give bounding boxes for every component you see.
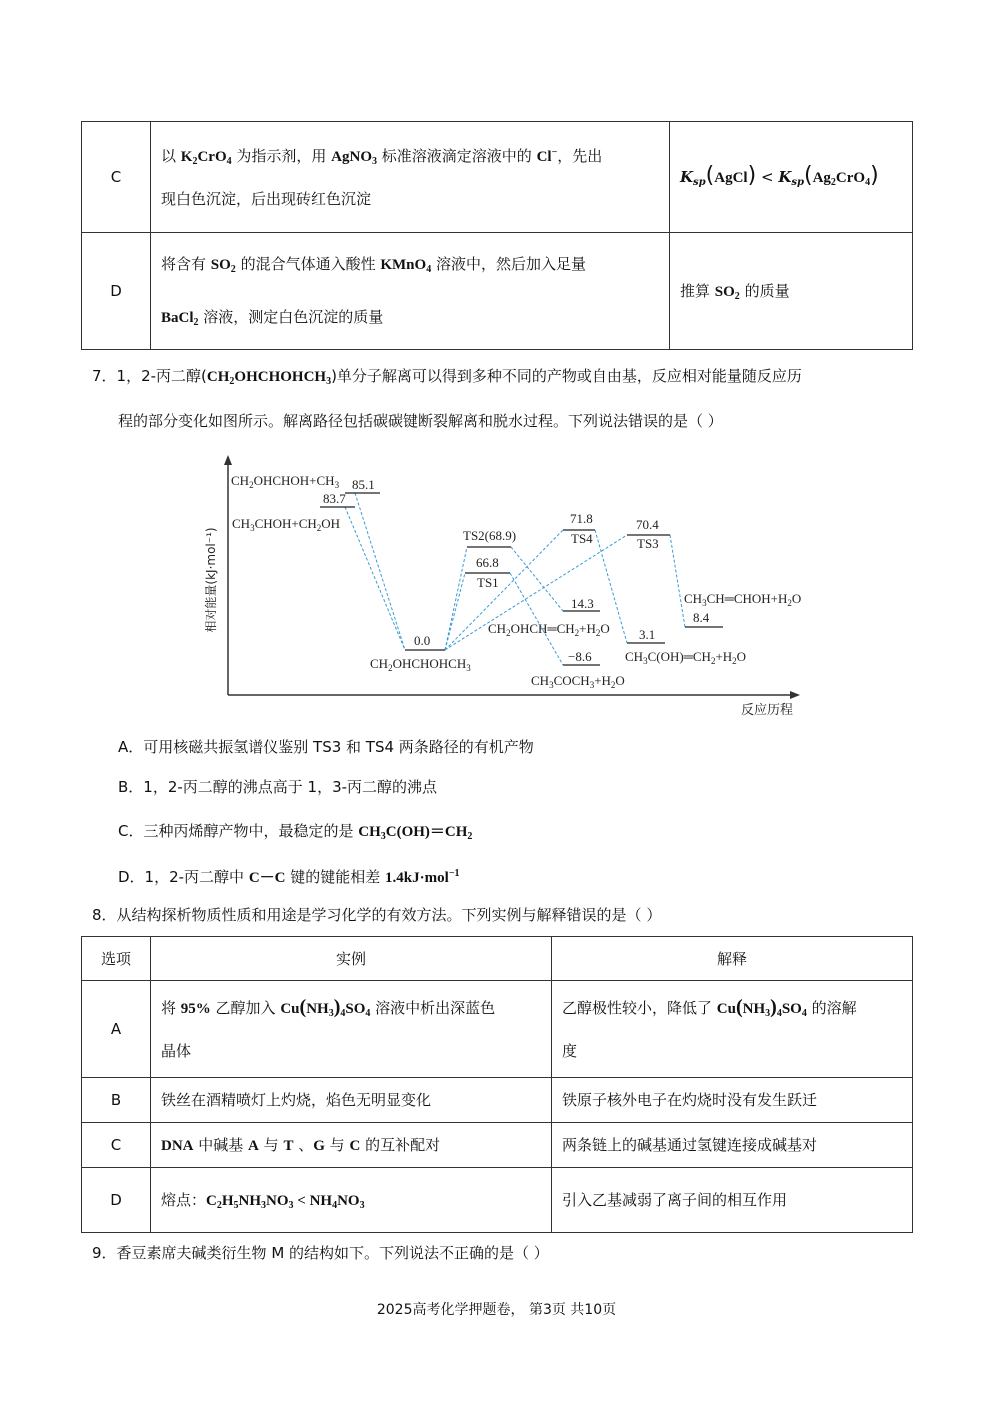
value-71.8: 71.8 [570,511,593,526]
q7-option-b: B．1，2-丙二醇的沸点高于 1，3-丙二醇的沸点 [118,778,438,796]
label-ts1: TS1 [477,575,499,590]
value-83.7: 83.7 [323,491,346,506]
label-reactant: $CH_2OHCHOHCH_3$ [370,656,471,673]
label-14.3: $CH_2OHCH═CH_2+H_2O$ [488,621,610,638]
explanation-cell: 铁原子核外电子在灼烧时没有发生跃迁 [552,1078,913,1123]
procedure-cell: 以 $K_2CrO_4$ 为指示剂，用 AgNO$_3$ 标准溶液滴定溶液中的 Cl−，先出 现白色沉淀，后出现砖红色沉淀 [151,122,670,233]
q7-option-d: D．1，2-丙二醇中 C－C 键的键能相差 1.4kJ·mol$^{-1}$ [118,868,460,886]
header-explanation: 解释 [552,937,913,981]
table-row [82,981,913,1078]
value-8.4: 8.4 [693,610,710,625]
option-cell: D [82,1168,151,1233]
x-axis-label: 反应历程 [740,703,794,718]
label-83.7: $CH_3CHOH+CH_2OH$ [232,516,341,533]
explanation-cell: 引入乙基减弱了离子间的相互作用 [552,1168,913,1233]
table-row [82,1078,913,1123]
label-3.1: $CH_3C(OH)═CH_2+H_2O$ [625,649,747,666]
value-3.1: 3.1 [639,627,656,642]
table-row [82,233,913,350]
option-cell: A [82,981,151,1078]
procedure-cell: 将含有 $SO_2$ 的混合气体通入酸性 KMnO$_4$ 溶液中，然后加入足量 BaCl$_2$ 溶液，测定白色沉淀的质量 [151,233,670,350]
page-footer: 2025高考化学押题卷， 第3页 共10页 [376,1302,617,1318]
table-row [82,1123,913,1168]
value-0.0: 0.0 [414,633,431,648]
value-66.8: 66.8 [476,555,499,570]
option-cell: C [82,1123,151,1168]
levels [320,493,723,665]
header-example: 实例 [151,937,552,981]
value--8.6: −8.6 [568,649,592,664]
label-ts3: TS3 [637,536,659,551]
label-8.4: $CH_3CH═CHOH+H_2O$ [684,591,802,608]
energy-diagram [195,455,805,723]
y-axis-arrow [224,455,232,465]
q7-stem-line2: 程的部分变化如图所示。解离路径包括碳碳键断裂解离和脱水过程。下列说法错误的是（ ） [118,412,723,430]
q7-option-a: A．可用核磁共振氢谱仪鉴别 TS3 和 TS4 两条路径的有机产物 [118,738,534,756]
example-cell: 铁丝在酒精喷灯上灼烧，焰色无明显变化 [151,1078,552,1123]
example-cell: 熔点：$C_2H_5NH_3NO_3 < NH_4NO_3$ [151,1168,552,1233]
explanation-cell: 两条链上的碱基通过氢键连接成碱基对 [552,1123,913,1168]
connectors [345,493,685,665]
example-cell: DNA 中碱基 A 与 T 、G 与 C 的互补配对 [151,1123,552,1168]
value-14.3: 14.3 [571,596,594,611]
q9-stem: 9．香豆素席夫碱类衍生物 M 的结构如下。下列说法不正确的是（ ） [92,1244,549,1262]
table-header-row [82,937,913,981]
label-85.1: $CH_2OHCHOH+CH_3$ [231,473,340,490]
value-85.1: 85.1 [352,477,375,492]
q8-stem: 8．从结构探析物质性质和用途是学习化学的有效方法。下列实例与解释错误的是（ ） [92,906,662,924]
q7-stem-line1: 7．1，2-丙二醇$(CH_2OHCHOHCH_3)$单分子解离可以得到多种不同的产物或自由基，反应相对能量随反应历 [92,367,802,387]
table-row [82,122,913,233]
q7-option-c: C．三种丙烯醇产物中，最稳定的是 $CH_3C(OH)=CH_2$ [118,822,473,842]
x-axis-arrow [790,691,800,699]
y-axis-label: 相对能量(kJ·mol⁻¹) [204,527,218,633]
explanation-cell: 乙醇极性较小，降低了 $Cu(NH_3)_4SO_4$ 的溶解 度 [552,981,913,1078]
option-cell: C [82,122,151,233]
option-cell: B [82,1078,151,1123]
header-option: 选项 [82,937,151,981]
table-experiments [81,121,913,350]
option-cell: D [82,233,151,350]
table-q8 [81,936,913,1233]
table-row [82,1168,913,1233]
conclusion-cell: 推算 $SO_2$ 的质量 [670,233,913,350]
label--8.6: $CH_3COCH_3+H_2O$ [531,673,625,690]
value-70.4: 70.4 [636,517,659,532]
conclusion-cell: $K_{sp}(AgCl) < K_{sp}(Ag_2CrO_4)$ [670,122,913,233]
example-cell: 将 95% 乙醇加入 $Cu(NH_3)_4SO_4$ 溶液中析出深蓝色 晶体 [151,981,552,1078]
label-ts2: TS2(68.9) [463,528,517,543]
label-ts4: TS4 [571,531,593,546]
